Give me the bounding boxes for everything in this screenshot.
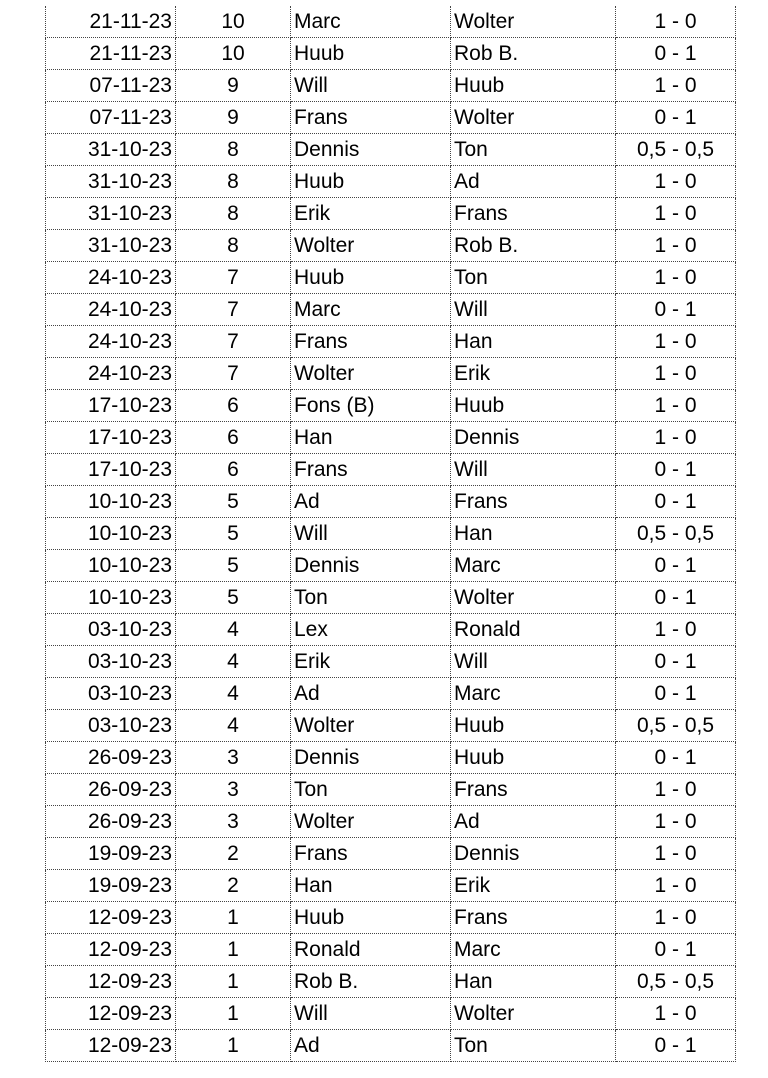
game-date: 26-09-23 xyxy=(46,774,176,806)
white-player: Frans xyxy=(291,454,451,486)
game-date: 24-10-23 xyxy=(46,358,176,390)
game-date: 10-10-23 xyxy=(46,486,176,518)
table-row xyxy=(46,326,736,358)
white-player: Ton xyxy=(291,774,451,806)
game-result: 1 - 0 xyxy=(616,198,736,230)
table-row xyxy=(46,294,736,326)
game-result: 0 - 1 xyxy=(616,742,736,774)
game-result: 0 - 1 xyxy=(616,454,736,486)
game-result: 1 - 0 xyxy=(616,774,736,806)
game-date: 21-11-23 xyxy=(46,6,176,38)
round-number: 7 xyxy=(176,294,291,326)
white-player: Ad xyxy=(291,678,451,710)
table-row xyxy=(46,582,736,614)
black-player: Erik xyxy=(451,870,616,902)
white-player: Wolter xyxy=(291,358,451,390)
table-row xyxy=(46,998,736,1030)
table-row xyxy=(46,774,736,806)
round-number: 8 xyxy=(176,230,291,262)
table-row xyxy=(46,262,736,294)
black-player: Wolter xyxy=(451,582,616,614)
white-player: Dennis xyxy=(291,550,451,582)
white-player: Han xyxy=(291,422,451,454)
white-player: Will xyxy=(291,998,451,1030)
game-result: 0,5 - 0,5 xyxy=(616,518,736,550)
game-date: 03-10-23 xyxy=(46,646,176,678)
game-date: 31-10-23 xyxy=(46,230,176,262)
game-date: 12-09-23 xyxy=(46,934,176,966)
white-player: Erik xyxy=(291,646,451,678)
round-number: 4 xyxy=(176,614,291,646)
white-player: Will xyxy=(291,518,451,550)
black-player: Ton xyxy=(451,134,616,166)
black-player: Huub xyxy=(451,390,616,422)
game-result: 0 - 1 xyxy=(616,1030,736,1062)
black-player: Ton xyxy=(451,262,616,294)
game-date: 21-11-23 xyxy=(46,38,176,70)
black-player: Frans xyxy=(451,902,616,934)
game-date: 03-10-23 xyxy=(46,614,176,646)
round-number: 10 xyxy=(176,6,291,38)
game-result: 0,5 - 0,5 xyxy=(616,710,736,742)
black-player: Marc xyxy=(451,550,616,582)
game-result: 1 - 0 xyxy=(616,262,736,294)
round-number: 5 xyxy=(176,582,291,614)
game-result: 0 - 1 xyxy=(616,646,736,678)
black-player: Frans xyxy=(451,774,616,806)
table-row xyxy=(46,902,736,934)
round-number: 4 xyxy=(176,678,291,710)
game-date: 17-10-23 xyxy=(46,454,176,486)
game-result: 1 - 0 xyxy=(616,326,736,358)
game-result: 0 - 1 xyxy=(616,294,736,326)
table-row xyxy=(46,646,736,678)
game-result: 1 - 0 xyxy=(616,390,736,422)
table-row xyxy=(46,710,736,742)
game-result: 1 - 0 xyxy=(616,230,736,262)
white-player: Ad xyxy=(291,486,451,518)
white-player: Frans xyxy=(291,838,451,870)
white-player: Dennis xyxy=(291,134,451,166)
round-number: 8 xyxy=(176,134,291,166)
table-row xyxy=(46,806,736,838)
black-player: Rob B. xyxy=(451,230,616,262)
black-player: Erik xyxy=(451,358,616,390)
black-player: Will xyxy=(451,294,616,326)
table-row xyxy=(46,38,736,70)
table-row xyxy=(46,934,736,966)
game-result: 1 - 0 xyxy=(616,70,736,102)
table-row xyxy=(46,102,736,134)
round-number: 6 xyxy=(176,422,291,454)
game-result: 1 - 0 xyxy=(616,870,736,902)
game-date: 12-09-23 xyxy=(46,998,176,1030)
round-number: 6 xyxy=(176,454,291,486)
game-date: 24-10-23 xyxy=(46,294,176,326)
game-date: 31-10-23 xyxy=(46,198,176,230)
round-number: 1 xyxy=(176,1030,291,1062)
round-number: 6 xyxy=(176,390,291,422)
white-player: Will xyxy=(291,70,451,102)
round-number: 4 xyxy=(176,646,291,678)
white-player: Frans xyxy=(291,326,451,358)
game-result: 1 - 0 xyxy=(616,6,736,38)
game-result: 1 - 0 xyxy=(616,166,736,198)
white-player: Huub xyxy=(291,38,451,70)
black-player: Marc xyxy=(451,678,616,710)
game-date: 10-10-23 xyxy=(46,582,176,614)
table-row xyxy=(46,1030,736,1062)
white-player: Ronald xyxy=(291,934,451,966)
black-player: Will xyxy=(451,646,616,678)
black-player: Ronald xyxy=(451,614,616,646)
white-player: Huub xyxy=(291,262,451,294)
black-player: Frans xyxy=(451,198,616,230)
game-date: 31-10-23 xyxy=(46,134,176,166)
game-result: 1 - 0 xyxy=(616,422,736,454)
game-result: 0 - 1 xyxy=(616,102,736,134)
black-player: Will xyxy=(451,454,616,486)
game-result: 1 - 0 xyxy=(616,614,736,646)
black-player: Ad xyxy=(451,806,616,838)
game-date: 17-10-23 xyxy=(46,390,176,422)
white-player: Huub xyxy=(291,166,451,198)
game-result: 0 - 1 xyxy=(616,678,736,710)
game-result: 1 - 0 xyxy=(616,838,736,870)
white-player: Ton xyxy=(291,582,451,614)
round-number: 7 xyxy=(176,262,291,294)
table-row xyxy=(46,70,736,102)
table-row xyxy=(46,166,736,198)
round-number: 9 xyxy=(176,70,291,102)
black-player: Han xyxy=(451,966,616,998)
black-player: Han xyxy=(451,518,616,550)
round-number: 7 xyxy=(176,358,291,390)
black-player: Dennis xyxy=(451,838,616,870)
table-row xyxy=(46,678,736,710)
game-date: 26-09-23 xyxy=(46,742,176,774)
table-row xyxy=(46,230,736,262)
black-player: Rob B. xyxy=(451,38,616,70)
game-date: 07-11-23 xyxy=(46,70,176,102)
game-date: 24-10-23 xyxy=(46,326,176,358)
game-date: 03-10-23 xyxy=(46,678,176,710)
table-row xyxy=(46,838,736,870)
white-player: Ad xyxy=(291,1030,451,1062)
game-result: 0,5 - 0,5 xyxy=(616,966,736,998)
table-row xyxy=(46,134,736,166)
round-number: 4 xyxy=(176,710,291,742)
white-player: Erik xyxy=(291,198,451,230)
game-result: 0 - 1 xyxy=(616,582,736,614)
black-player: Ad xyxy=(451,166,616,198)
table-row xyxy=(46,518,736,550)
round-number: 2 xyxy=(176,838,291,870)
game-result: 0 - 1 xyxy=(616,486,736,518)
round-number: 5 xyxy=(176,550,291,582)
black-player: Wolter xyxy=(451,998,616,1030)
table-row xyxy=(46,198,736,230)
game-date: 07-11-23 xyxy=(46,102,176,134)
black-player: Wolter xyxy=(451,102,616,134)
game-result: 0 - 1 xyxy=(616,550,736,582)
game-result: 1 - 0 xyxy=(616,902,736,934)
table-row xyxy=(46,550,736,582)
round-number: 5 xyxy=(176,518,291,550)
table-row xyxy=(46,966,736,998)
round-number: 10 xyxy=(176,38,291,70)
white-player: Marc xyxy=(291,294,451,326)
table-row xyxy=(46,422,736,454)
round-number: 8 xyxy=(176,166,291,198)
game-result: 0,5 - 0,5 xyxy=(616,134,736,166)
black-player: Dennis xyxy=(451,422,616,454)
black-player: Huub xyxy=(451,70,616,102)
game-date: 03-10-23 xyxy=(46,710,176,742)
game-date: 10-10-23 xyxy=(46,518,176,550)
game-result: 1 - 0 xyxy=(616,806,736,838)
white-player: Wolter xyxy=(291,806,451,838)
game-result: 1 - 0 xyxy=(616,358,736,390)
game-date: 12-09-23 xyxy=(46,1030,176,1062)
white-player: Fons (B) xyxy=(291,390,451,422)
white-player: Rob B. xyxy=(291,966,451,998)
game-date: 24-10-23 xyxy=(46,262,176,294)
round-number: 5 xyxy=(176,486,291,518)
table-row xyxy=(46,486,736,518)
white-player: Wolter xyxy=(291,710,451,742)
results-body xyxy=(46,6,736,1062)
black-player: Frans xyxy=(451,486,616,518)
round-number: 1 xyxy=(176,934,291,966)
game-result: 0 - 1 xyxy=(616,38,736,70)
round-number: 3 xyxy=(176,774,291,806)
black-player: Huub xyxy=(451,742,616,774)
game-date: 31-10-23 xyxy=(46,166,176,198)
round-number: 1 xyxy=(176,966,291,998)
game-result: 1 - 0 xyxy=(616,998,736,1030)
table-row xyxy=(46,358,736,390)
white-player: Lex xyxy=(291,614,451,646)
round-number: 9 xyxy=(176,102,291,134)
round-number: 3 xyxy=(176,806,291,838)
black-player: Ton xyxy=(451,1030,616,1062)
white-player: Han xyxy=(291,870,451,902)
game-result: 0 - 1 xyxy=(616,934,736,966)
table-row xyxy=(46,454,736,486)
table-row xyxy=(46,390,736,422)
game-date: 19-09-23 xyxy=(46,838,176,870)
results-table xyxy=(45,6,736,1062)
black-player: Han xyxy=(451,326,616,358)
round-number: 8 xyxy=(176,198,291,230)
game-date: 12-09-23 xyxy=(46,966,176,998)
black-player: Wolter xyxy=(451,6,616,38)
white-player: Huub xyxy=(291,902,451,934)
round-number: 3 xyxy=(176,742,291,774)
round-number: 2 xyxy=(176,870,291,902)
game-date: 19-09-23 xyxy=(46,870,176,902)
game-date: 12-09-23 xyxy=(46,902,176,934)
table-row xyxy=(46,742,736,774)
game-date: 10-10-23 xyxy=(46,550,176,582)
table-row xyxy=(46,6,736,38)
white-player: Frans xyxy=(291,102,451,134)
white-player: Dennis xyxy=(291,742,451,774)
round-number: 1 xyxy=(176,902,291,934)
game-date: 17-10-23 xyxy=(46,422,176,454)
black-player: Huub xyxy=(451,710,616,742)
game-date: 26-09-23 xyxy=(46,806,176,838)
black-player: Marc xyxy=(451,934,616,966)
round-number: 7 xyxy=(176,326,291,358)
table-row xyxy=(46,870,736,902)
table-row xyxy=(46,614,736,646)
white-player: Marc xyxy=(291,6,451,38)
white-player: Wolter xyxy=(291,230,451,262)
round-number: 1 xyxy=(176,998,291,1030)
